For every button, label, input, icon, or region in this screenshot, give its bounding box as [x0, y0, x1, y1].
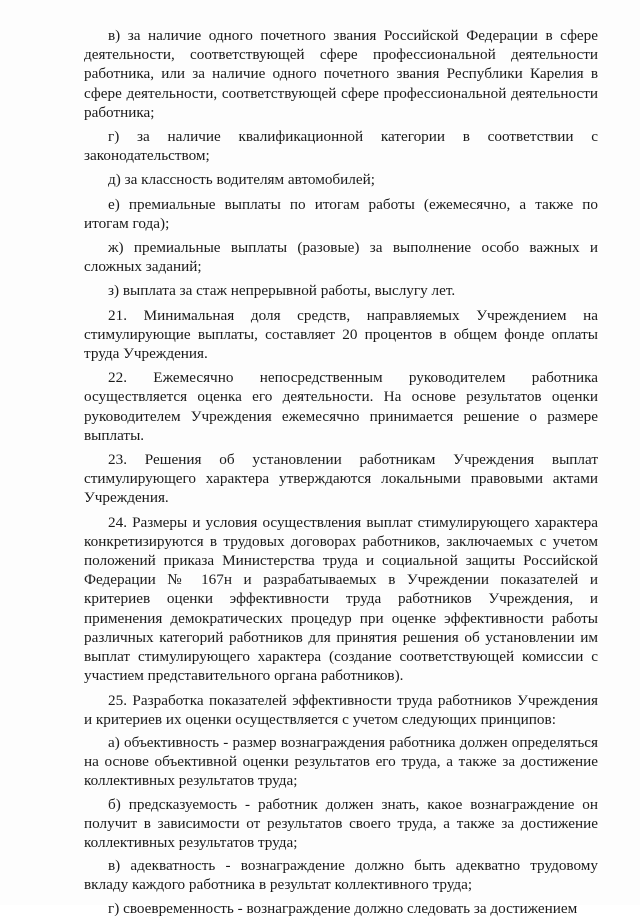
paragraph-seniority: з) выплата за стаж непрерывной работы, выслугу лет.: [108, 282, 456, 300]
paragraph-24: 24. Размеры и условия осуществления выплат стимулирующего характера конкретизируются в трудовых договорах работников, заключаемых с учетом положений приказа Министерства труда и социальной защиты Российской Федерации № 167н и разрабатываемых в Учреждении показателей и критериев оценки эффективности труда работников Учреждения, и применения демократических процедур при оценке эффективности работы различных категорий работников для принятия решения об установлении им выплат стимулирующего характера (создание соответствующей комиссии с участием представительного органа работников).: [84, 513, 598, 685]
paragraph-21: 21. Минимальная доля средств, направляемых Учреждением на стимулирующие выплаты, составляет 20 процентов в общем фонде оплаты труда Учреждения.: [84, 306, 598, 363]
paragraph-timeliness: г) своевременность - вознаграждение должно следовать за достижением: [108, 899, 578, 917]
paragraph-driver-class: д) за классность водителям автомобилей;: [108, 171, 375, 189]
paragraph-honorary-title: в) за наличие одного почетного звания Российской Федерации в сфере деятельности, соответствующей сфере профессиональной деятельности работника, или за наличие одного почетного звания Республики Карелия в сфере деятельности, соответствующей сфере профессиональной деятельности работника;: [84, 27, 598, 121]
paragraph-25: 25. Разработка показателей эффективности труда работников Учреждения и критериев их оценки осуществляется с учетом следующих принципов:: [84, 691, 598, 728]
paragraph-qualification-category: г) за наличие квалификационной категории в соответствии с законодательством;: [84, 128, 598, 165]
paragraph-objectivity: а) объективность - размер вознаграждения работника должен определяться на основе объективной оценки результатов его труда, а также за достижение коллективных результатов труда;: [84, 733, 598, 790]
paragraph-predictability: б) предсказуемость - работник должен знать, какое вознаграждение он получит в зависимости от результатов своего труда, а также за достижение коллективных результатов труда;: [84, 795, 598, 851]
paragraph-23: 23. Решения об установлении работникам Учреждения выплат стимулирующего характера утверждаются локальными правовыми актами Учреждения.: [84, 451, 598, 507]
paragraph-bonus-results: е) премиальные выплаты по итогам работы (ежемесячно, а также по итогам года);: [84, 195, 598, 232]
paragraph-adequacy: в) адекватность - вознаграждение должно быть адекватно трудовому вкладу каждого работника в результат коллективного труда;: [84, 857, 598, 894]
paragraph-22: 22. Ежемесячно непосредственным руководителем работника осуществляется оценка его деятельности. На основе результатов оценки руководителем Учреждения ежемесячно принимается решение о размере выплаты.: [84, 369, 598, 444]
paragraph-bonus-tasks: ж) премиальные выплаты (разовые) за выполнение особо важных и сложных заданий;: [84, 239, 598, 276]
